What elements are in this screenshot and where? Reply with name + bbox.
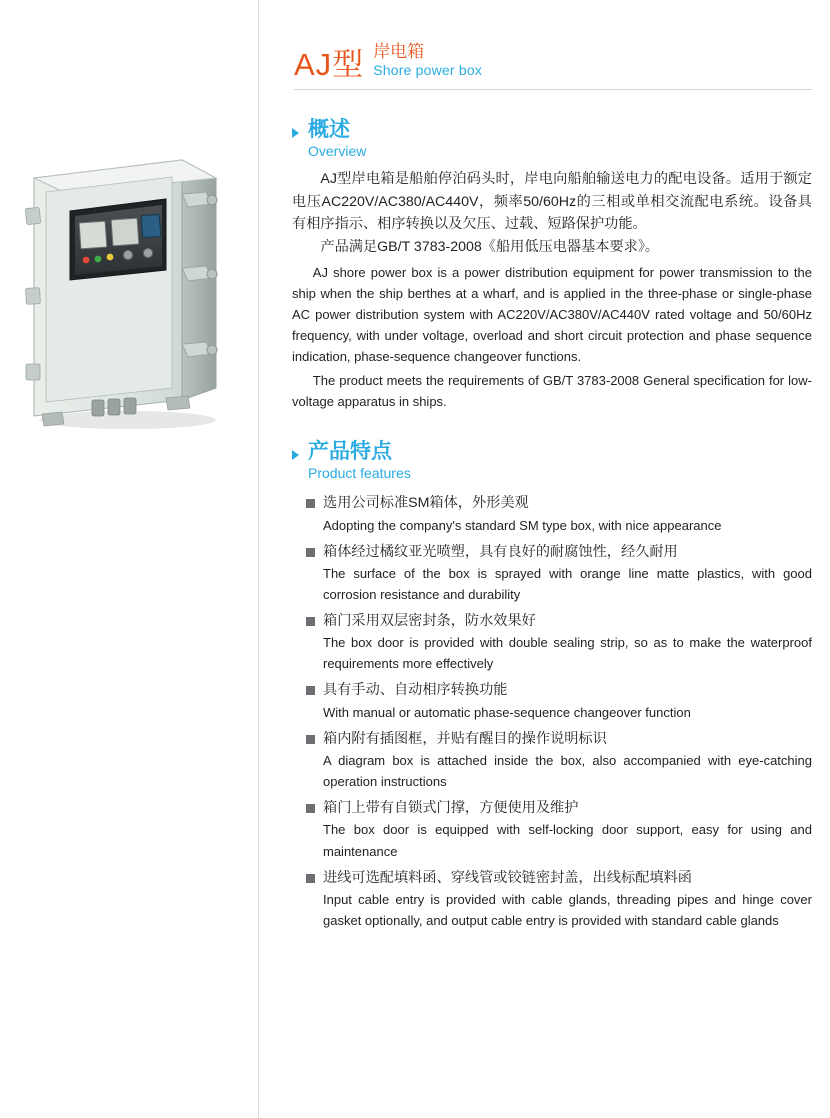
shore-power-box-image (16, 148, 241, 438)
feature-text-cn: 进线可选配填料函、穿线管或铰链密封盖，出线标配填料函 (323, 869, 692, 886)
list-item (306, 611, 812, 674)
section-title-en: Overview (308, 143, 367, 160)
list-item (306, 729, 812, 792)
right-column (258, 0, 830, 1118)
overview-body (280, 168, 812, 412)
feature-text-cn: 具有手动、自动相序转换功能 (323, 682, 508, 699)
product-photo (16, 148, 241, 438)
list-item (306, 493, 812, 535)
features-list (280, 493, 812, 931)
overview-paragraph-cn: 产品满足GB/T 3783-2008《船用低压电器基本要求》。 (320, 239, 660, 256)
left-column (0, 0, 258, 1118)
product-name-cn: 岸电箱 (373, 42, 425, 61)
list-item (306, 680, 812, 722)
product-model: AJ型 (294, 47, 365, 83)
feature-text-en: The box door is equipped with self-locking door support, easy for using and maintenance (323, 822, 812, 859)
triangle-bullet-icon (292, 450, 299, 460)
feature-text-en: Input cable entry is provided with cable glands, threading pipes and hinge cover gasket optionally, and output cable entry is provided with standard cable glands (323, 891, 812, 928)
square-bullet-icon (306, 617, 315, 626)
feature-text-cn: 箱内附有插图框，并贴有醒目的操作说明标识 (323, 730, 607, 747)
overview-paragraph-en: AJ shore power box is a power distribution equipment for power transmission to the ship when the ship berthes at a wharf, and is applied in the three-phase or single-phase AC power distribution system with AC220V/AC380V/AC440V rated voltage and 50/60Hz frequency, with under voltage, overload and short circuit protection and phase sequence indication, phase-sequence changeover functions. (292, 264, 812, 365)
feature-text-cn: 箱门采用双层密封条，防水效果好 (323, 613, 536, 630)
overview-paragraph-cn: AJ型岸电箱是船舶停泊码头时，岸电向船舶输送电力的配电设备。适用于额定电压AC220V/AC380/AC440V，频率50/60Hz的三相或单相交流配电系统。设备具有相序指示、相序转换以及欠压、过载、短路保护功能。 (292, 171, 812, 233)
feature-text-cn: 选用公司标准SM箱体，外形美观 (323, 495, 529, 512)
square-bullet-icon (306, 735, 315, 744)
square-bullet-icon (306, 804, 315, 813)
title-underline (294, 89, 812, 90)
feature-text-en: With manual or automatic phase-sequence changeover function (323, 704, 691, 720)
product-name-group (373, 42, 482, 80)
feature-text-en: A diagram box is attached inside the box, also accompanied with eye-catching operation instructions (323, 753, 812, 790)
square-bullet-icon (306, 874, 315, 883)
feature-text-cn: 箱体经过橘纹亚光喷塑，具有良好的耐腐蚀性，经久耐用 (323, 543, 678, 560)
section-header-features (280, 440, 812, 484)
list-item (306, 868, 812, 931)
feature-text-en: The surface of the box is sprayed with orange line matte plastics, with good corrosion resistance and durability (323, 565, 812, 602)
feature-text-en: Adopting the company's standard SM type box, with nice appearance (323, 517, 722, 533)
section-header-overview (280, 118, 812, 162)
triangle-bullet-icon (292, 128, 299, 138)
feature-text-en: The box door is provided with double sealing strip, so as to make the waterproof requirements more effectively (323, 635, 812, 672)
section-title-cn: 产品特点 (308, 440, 392, 464)
feature-text-cn: 箱门上带有自锁式门撑，方便使用及维护 (323, 800, 579, 817)
overview-paragraph-en: The product meets the requirements of GB/T 3783-2008 General specification for low-voltage apparatus in ships. (292, 373, 812, 410)
square-bullet-icon (306, 499, 315, 508)
section-title-en: Product features (308, 465, 411, 482)
list-item (306, 542, 812, 605)
list-item (306, 798, 812, 861)
page-title (280, 42, 812, 83)
square-bullet-icon (306, 548, 315, 557)
product-name-en: Shore power box (373, 61, 483, 78)
square-bullet-icon (306, 686, 315, 695)
section-title-cn: 概述 (308, 118, 350, 142)
